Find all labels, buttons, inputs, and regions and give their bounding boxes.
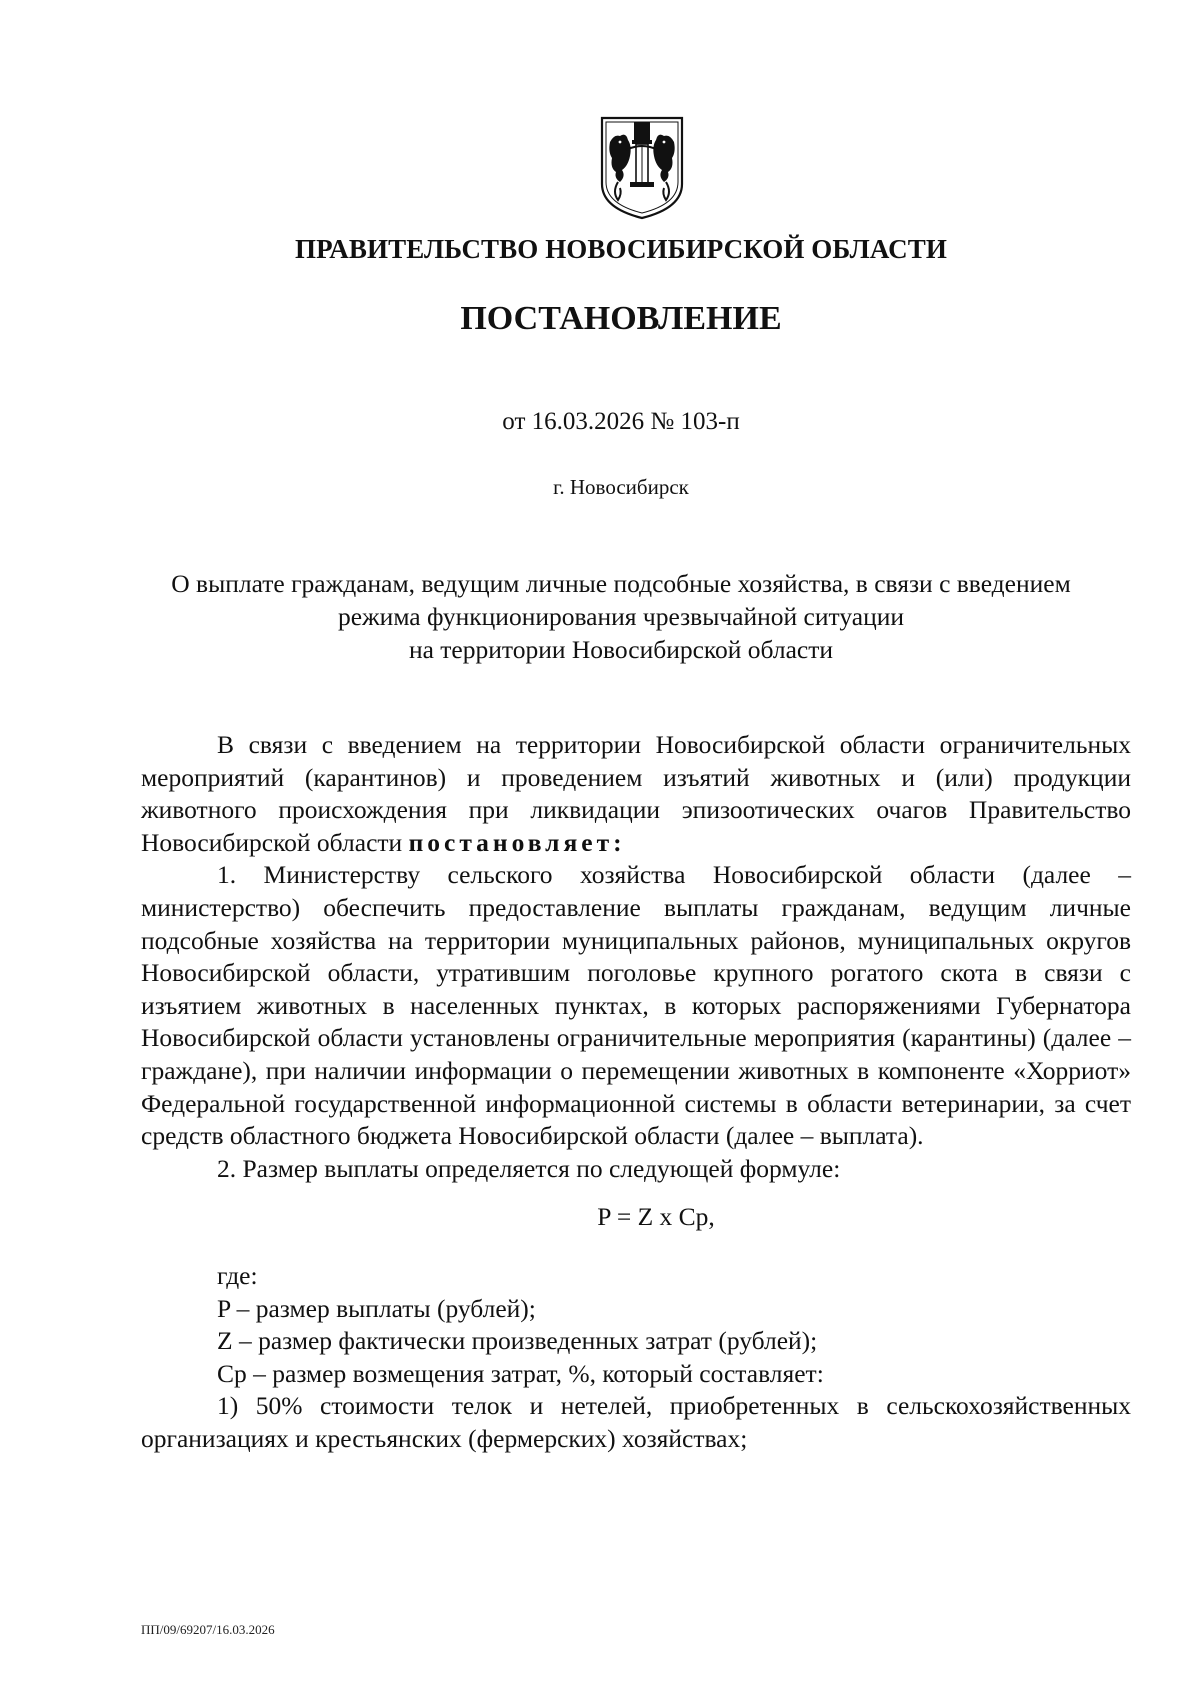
preamble-text: В связи с введением на территории Новосибирской области ограничительных мероприятий (карантинов) и проведением изъятий животных и (или) продукции животного происхождения при ликвидации эпизоотических очагов Правительство Новосибирской области xyxy=(141,730,1131,857)
formula: P = Z x Cp, xyxy=(597,1202,715,1232)
preamble-emphasis: постановляет: xyxy=(408,827,626,857)
preamble-paragraph xyxy=(141,729,1131,859)
definition-cp: Cp – размер возмещения затрат, %, который составляет: xyxy=(217,1358,824,1388)
coat-of-arms-emblem xyxy=(596,112,688,222)
document-body xyxy=(141,729,1131,1455)
item-2-paragraph: 2. Размер выплаты определяется по следующей формуле: xyxy=(217,1153,841,1183)
organization-name: ПРАВИТЕЛЬСТВО НОВОСИБИРСКОЙ ОБЛАСТИ xyxy=(295,234,947,264)
item-1-paragraph: 1. Министерству сельского хозяйства Новосибирской области (далее – министерство) обеспечить предоставление выплаты гражданам, ведущим личные подсобные хозяйства на территории муниципальных районов, муниципальных округов Новосибирской области, утратившим поголовье крупного рогатого скота в связи с изъятием животных в населенных пунктах, в которых распоряжениями Губернатора Новосибирской области установлены ограничительные мероприятия (карантины) (далее – граждане), при наличии информации о перемещении животных в компоненте «Хорриот» Федеральной государственной информационной системы в области ветеринарии, за счет средств областного бюджета Новосибирской области (далее – выплата). xyxy=(141,860,1131,1151)
subitem-1-paragraph: 1) 50% стоимости телок и нетелей, приобретенных в сельскохозяйственных организациях и крестьянских (фермерских) хозяйствах; xyxy=(141,1391,1131,1453)
definition-z: Z – размер фактически произведенных затрат (рублей); xyxy=(217,1326,818,1356)
title-line: на территории Новосибирской области xyxy=(408,635,834,664)
document-title xyxy=(0,567,1200,666)
definition-p: P – размер выплаты (рублей); xyxy=(217,1293,536,1323)
where-label: где: xyxy=(217,1260,258,1290)
document-city: г. Новосибирск xyxy=(553,475,689,499)
document-date-number: от 16.03.2026 № 103-п xyxy=(502,408,740,435)
document-registration-code: ПП/09/69207/16.03.2026 xyxy=(141,1622,275,1637)
title-line: режима функционирования чрезвычайной ситуации xyxy=(337,602,905,631)
document-type: ПОСТАНОВЛЕНИЕ xyxy=(460,300,782,337)
title-line: О выплате гражданам, ведущим личные подсобные хозяйства, в связи с введением xyxy=(171,569,1071,598)
